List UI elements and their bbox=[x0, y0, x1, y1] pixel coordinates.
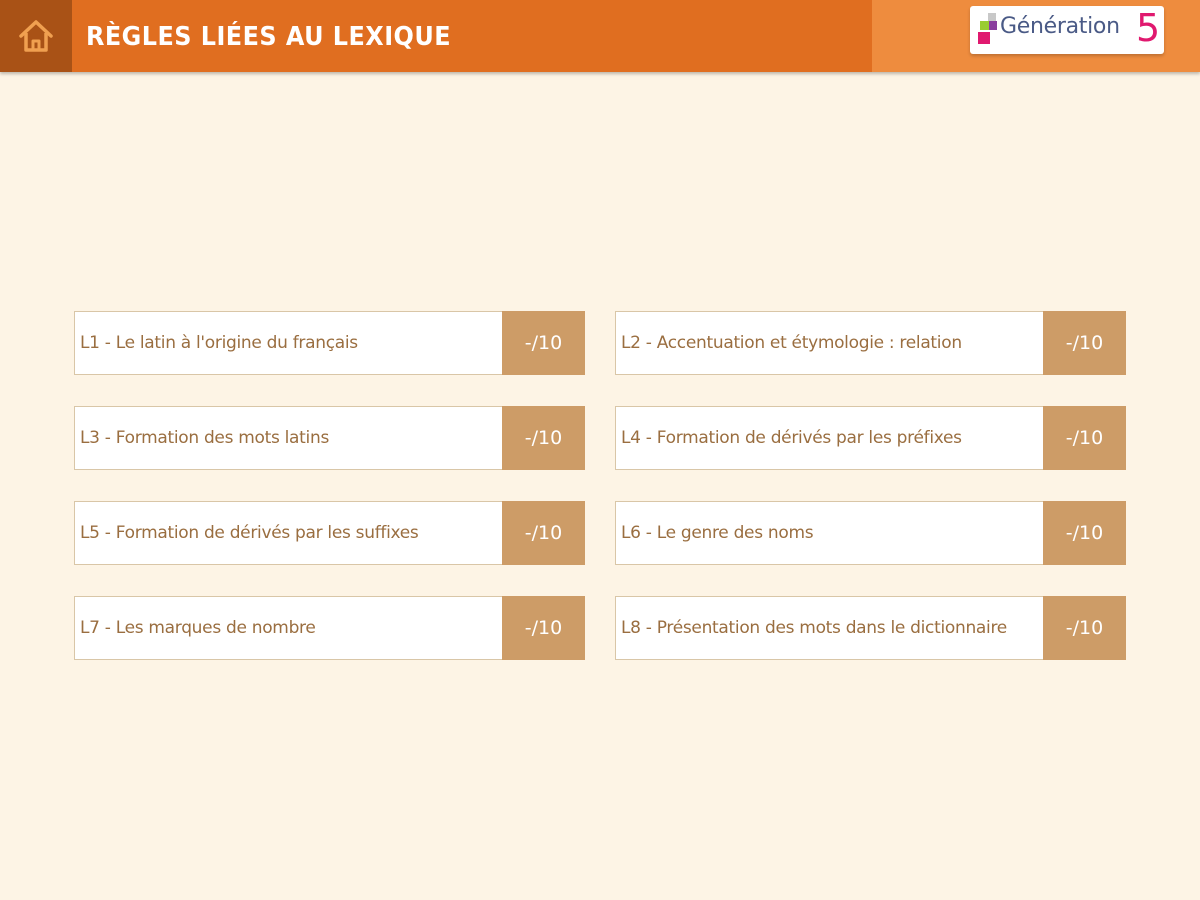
page-title: RÈGLES LIÉES AU LEXIQUE bbox=[86, 22, 452, 52]
lesson-score: -/10 bbox=[1043, 311, 1126, 375]
logo-square-magenta bbox=[978, 32, 990, 44]
lesson-card[interactable] bbox=[74, 406, 585, 470]
logo-square-gray bbox=[988, 13, 996, 21]
lesson-label: L8 - Présentation des mots dans le dictionnaire bbox=[621, 617, 1007, 638]
lesson-card[interactable] bbox=[615, 311, 1126, 375]
lesson-card[interactable] bbox=[615, 501, 1126, 565]
generation5-logo bbox=[970, 6, 1164, 54]
lesson-score: -/10 bbox=[502, 596, 585, 660]
lesson-score: -/10 bbox=[1043, 501, 1126, 565]
logo-square-green bbox=[980, 21, 989, 30]
lesson-label: L6 - Le genre des noms bbox=[621, 522, 814, 543]
lesson-label: L7 - Les marques de nombre bbox=[80, 617, 316, 638]
logo-text: Génération bbox=[1000, 14, 1120, 39]
lesson-label: L3 - Formation des mots latins bbox=[80, 427, 329, 448]
lesson-card[interactable] bbox=[74, 596, 585, 660]
lesson-score: -/10 bbox=[502, 406, 585, 470]
lesson-label: L5 - Formation de dérivés par les suffixes bbox=[80, 522, 419, 543]
logo-number: 5 bbox=[1136, 6, 1161, 50]
lesson-card[interactable] bbox=[615, 406, 1126, 470]
lesson-score: -/10 bbox=[502, 501, 585, 565]
lesson-score: -/10 bbox=[1043, 406, 1126, 470]
home-button[interactable] bbox=[0, 0, 72, 72]
lesson-card[interactable] bbox=[74, 311, 585, 375]
lesson-label: L1 - Le latin à l'origine du français bbox=[80, 332, 358, 353]
lesson-score: -/10 bbox=[1043, 596, 1126, 660]
lesson-label: L2 - Accentuation et étymologie : relation bbox=[621, 332, 962, 353]
lesson-card[interactable] bbox=[74, 501, 585, 565]
logo-square-purple bbox=[989, 21, 997, 30]
lesson-score: -/10 bbox=[502, 311, 585, 375]
lesson-card[interactable] bbox=[615, 596, 1126, 660]
home-icon bbox=[16, 16, 56, 56]
header-bar bbox=[0, 0, 1200, 72]
lesson-label: L4 - Formation de dérivés par les préfixes bbox=[621, 427, 962, 448]
